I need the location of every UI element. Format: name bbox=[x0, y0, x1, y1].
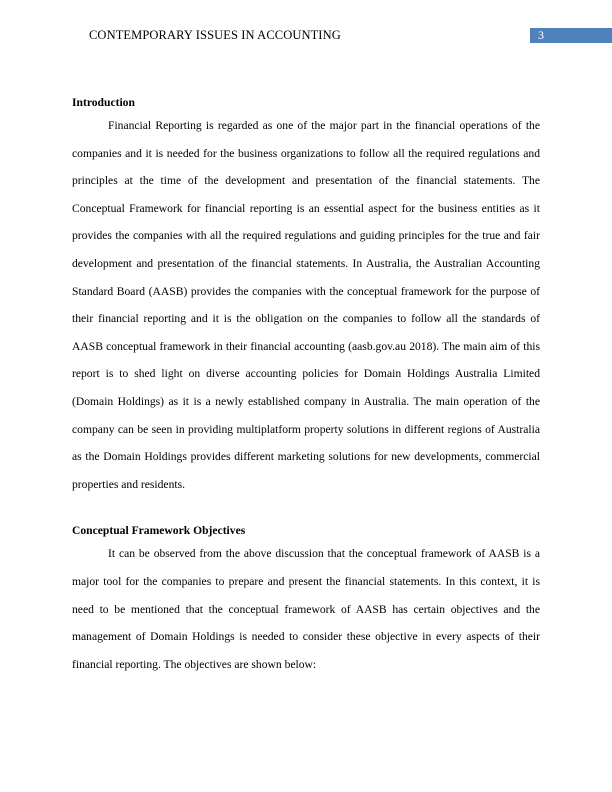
document-body bbox=[72, 94, 540, 678]
conceptual-framework-paragraph: It can be observed from the above discussion that the conceptual framework of AASB is a major tool for the companies to prepare and present the financial statements. In this context, it is need to be mentioned that the conceptual framework of AASB has certain objectives and the management of Domain Holdings is needed to consider these objective in every aspects of their financial reporting. The objectives are shown below: bbox=[72, 547, 540, 671]
page-number-badge bbox=[530, 28, 612, 43]
introduction-paragraph: Financial Reporting is regarded as one of the major part in the financial operations of the companies and it is needed for the business organizations to follow all the required regulations and principles at the time of the development and presentation of the financial statements. The Conceptual Framework for financial reporting is an essential aspect for the business entities as it provides the companies with all the required regulations and guiding principles for the true and fair development and presentation of the financial statements. In Australia, the Australian Accounting Standard Board (AASB) provides the companies with the conceptual framework for the purpose of their financial reporting and it is the obligation on the companies to follow all the standards of AASB conceptual framework in their financial accounting (aasb.gov.au 2018). The main aim of this report is to shed light on diverse accounting policies for Domain Holdings Australia Limited (Domain Holdings) as it is a newly established company in Australia. The main operation of the company can be seen in providing multiplatform property solutions in different regions of Australia as the Domain Holdings provides different marketing solutions for new developments, commercial properties and residents. bbox=[72, 119, 540, 491]
page-number: 3 bbox=[538, 28, 544, 42]
section-heading-conceptual-framework-objectives: Conceptual Framework Objectives bbox=[72, 524, 246, 538]
running-header-title: CONTEMPORARY ISSUES IN ACCOUNTING bbox=[89, 28, 341, 42]
section-heading-introduction: Introduction bbox=[72, 96, 135, 109]
